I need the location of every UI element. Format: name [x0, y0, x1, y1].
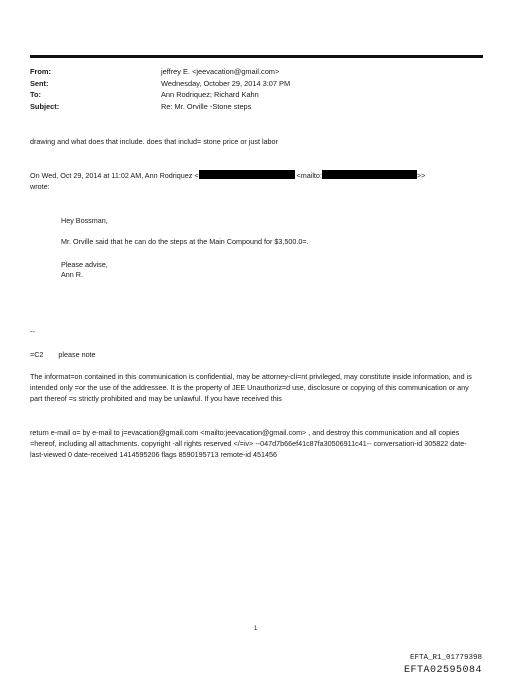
quote-intro-wrote: wrote: [30, 182, 50, 191]
closing: Please advise, [61, 260, 108, 269]
please-note: please note [58, 350, 96, 359]
reply-text: drawing and what does that include. does that includ= stone price or just labor [30, 137, 278, 146]
subject-value: Re: Mr. Orville -Stone steps [161, 101, 252, 111]
header-rule [30, 55, 483, 58]
redaction-block [322, 170, 417, 179]
note-line [30, 349, 480, 360]
page-number: 1 [254, 626, 258, 632]
from-row [30, 66, 485, 78]
return-notice: return e-mail o= by e-mail to j=evacation@gmail.com <mailto:jeevacation@gmail.com> , and destroy this communication and all copies =hereof, including all attachments. copyright -all rights reserved </=iv> --047d7b66ef41c87fa30506911c41-- conversation-id 305822 date-last-viewed 0 date-received 1414595206 flags 8590195713 remote-id 451456 [30, 428, 467, 459]
to-row [30, 89, 485, 101]
disclaimer-text: The informat=on contained in this communication is confidential, may be attorney-cli=nt privileged, may constitute inside information, and is intended only =or the use of the addressee. It is the property of JEE Unauthoriz=d use, disclosure or copying of this communication or any part thereof =s strictly prohibited and may be unlawful. If you have received this [30, 372, 472, 403]
from-value: jeffrey E. <jeevacation@gmail.com> [161, 67, 280, 76]
email-header [30, 66, 485, 112]
quote-intro-part-a: On Wed, Oct 29, 2014 at 11:02 AM, Ann Rodriquez < [30, 171, 199, 180]
greeting: Hey Bossman, [61, 216, 108, 225]
sent-value: Wednesday, October 29, 2014 3:07 PM [161, 78, 291, 88]
message-text: Mr. Orville said that he can do the steps at the Main Compound for $3,500.0=. [61, 237, 309, 246]
subject-label: Subject: [30, 101, 60, 111]
signature-separator: -- [30, 327, 35, 336]
redaction-block [199, 170, 295, 179]
bates-number-secondary: EFTA02595084 [403, 665, 482, 676]
bates-number-primary: EFTA_R1_01779398 [409, 654, 482, 662]
to-label: To: [30, 90, 41, 99]
quote-intro-part-b: <mailto: [296, 171, 322, 180]
from-label: From: [30, 67, 51, 76]
sent-label: Sent: [30, 78, 49, 88]
quote-intro [30, 170, 480, 192]
c2-tag: =C2 [30, 350, 44, 359]
quote-intro-part-c: >> [416, 171, 426, 180]
to-value: Ann Rodriquez; Richard Kahn [161, 90, 259, 99]
signature: Ann R. [61, 270, 83, 279]
sent-row [30, 78, 485, 90]
subject-row [30, 101, 485, 113]
